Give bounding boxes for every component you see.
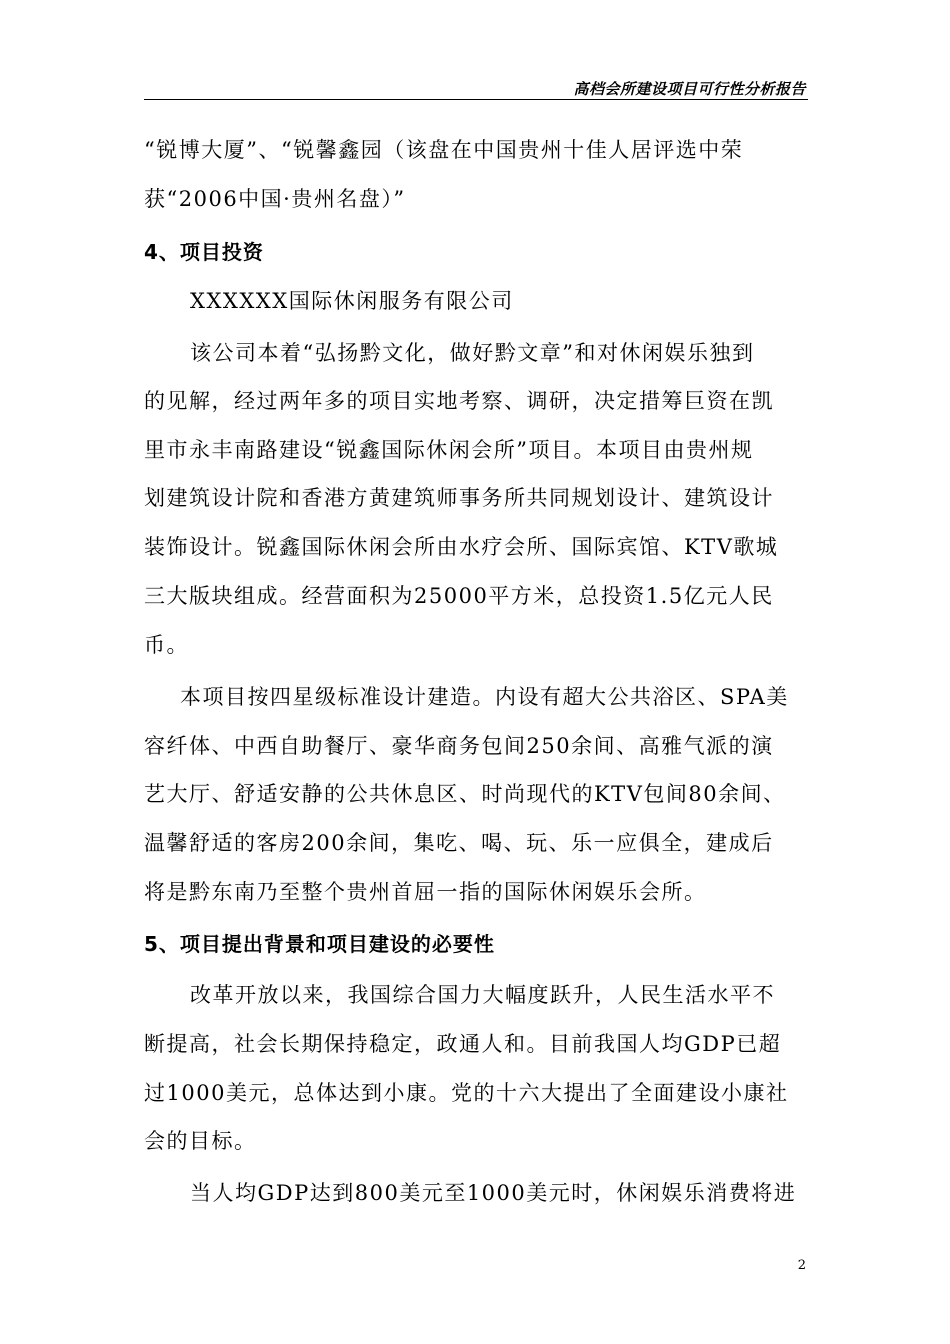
paragraph-line: 艺大厅、舒适安静的公共休息区、时尚现代的KTV包间80余间、 <box>144 782 786 806</box>
paragraph-line: 过1000美元，总体达到小康。党的十六大提出了全面建设小康社 <box>144 1081 789 1105</box>
paragraph-line: 币。 <box>144 633 189 657</box>
paragraph-line: 改革开放以来，我国综合国力大幅度跃升，人民生活水平不 <box>190 983 775 1007</box>
paragraph-line: 将是黔东南乃至整个贵州首屈一指的国际休闲娱乐会所。 <box>144 880 707 904</box>
section-heading-5: 5、项目提出背景和项目建设的必要性 <box>144 932 495 956</box>
paragraph-line: 该公司本着“弘扬黔文化，做好黔文章”和对休闲娱乐独到 <box>190 341 755 365</box>
body-line: 获“2006中国·贵州名盘）” <box>144 187 406 211</box>
paragraph-line: 三大版块组成。经营面积为25000平方米，总投资1.5亿元人民 <box>144 584 774 608</box>
header-divider <box>144 99 808 100</box>
paragraph-line: 划建筑设计院和香港方黄建筑师事务所共同规划设计、建筑设计 <box>144 486 774 510</box>
paragraph-line: 断提高，社会长期保持稳定，政通人和。目前我国人均GDP已超 <box>144 1032 782 1056</box>
paragraph-line: 温馨舒适的客房200余间，集吃、喝、玩、乐一应俱全，建成后 <box>144 831 774 855</box>
paragraph-line: 当人均GDP达到800美元至1000美元时，休闲娱乐消费将进 <box>190 1181 797 1205</box>
paragraph-line: 里市永丰南路建设“锐鑫国际休闲会所”项目。本项目由贵州规 <box>144 438 754 462</box>
page-number: 2 <box>797 1258 806 1273</box>
running-header-title: 高档会所建设项目可行性分析报告 <box>573 80 806 98</box>
company-name: XXXXXX国际休闲服务有限公司 <box>190 289 514 313</box>
paragraph-line: 容纤体、中西自助餐厅、豪华商务包间250余间、高雅气派的演 <box>144 734 774 758</box>
paragraph-line: 本项目按四星级标准设计建造。内设有超大公共浴区、SPA美 <box>180 685 789 709</box>
body-line: “锐博大厦”、“锐馨鑫园（该盘在中国贵州十佳人居评选中荣 <box>144 138 744 162</box>
paragraph-line: 装饰设计。锐鑫国际休闲会所由水疗会所、国际宾馆、KTV歌城 <box>144 535 779 559</box>
section-heading-4: 4、项目投资 <box>144 240 264 264</box>
paragraph-line: 的见解，经过两年多的项目实地考察、调研，决定措筹巨资在凯 <box>144 389 774 413</box>
paragraph-line: 会的目标。 <box>144 1129 257 1153</box>
